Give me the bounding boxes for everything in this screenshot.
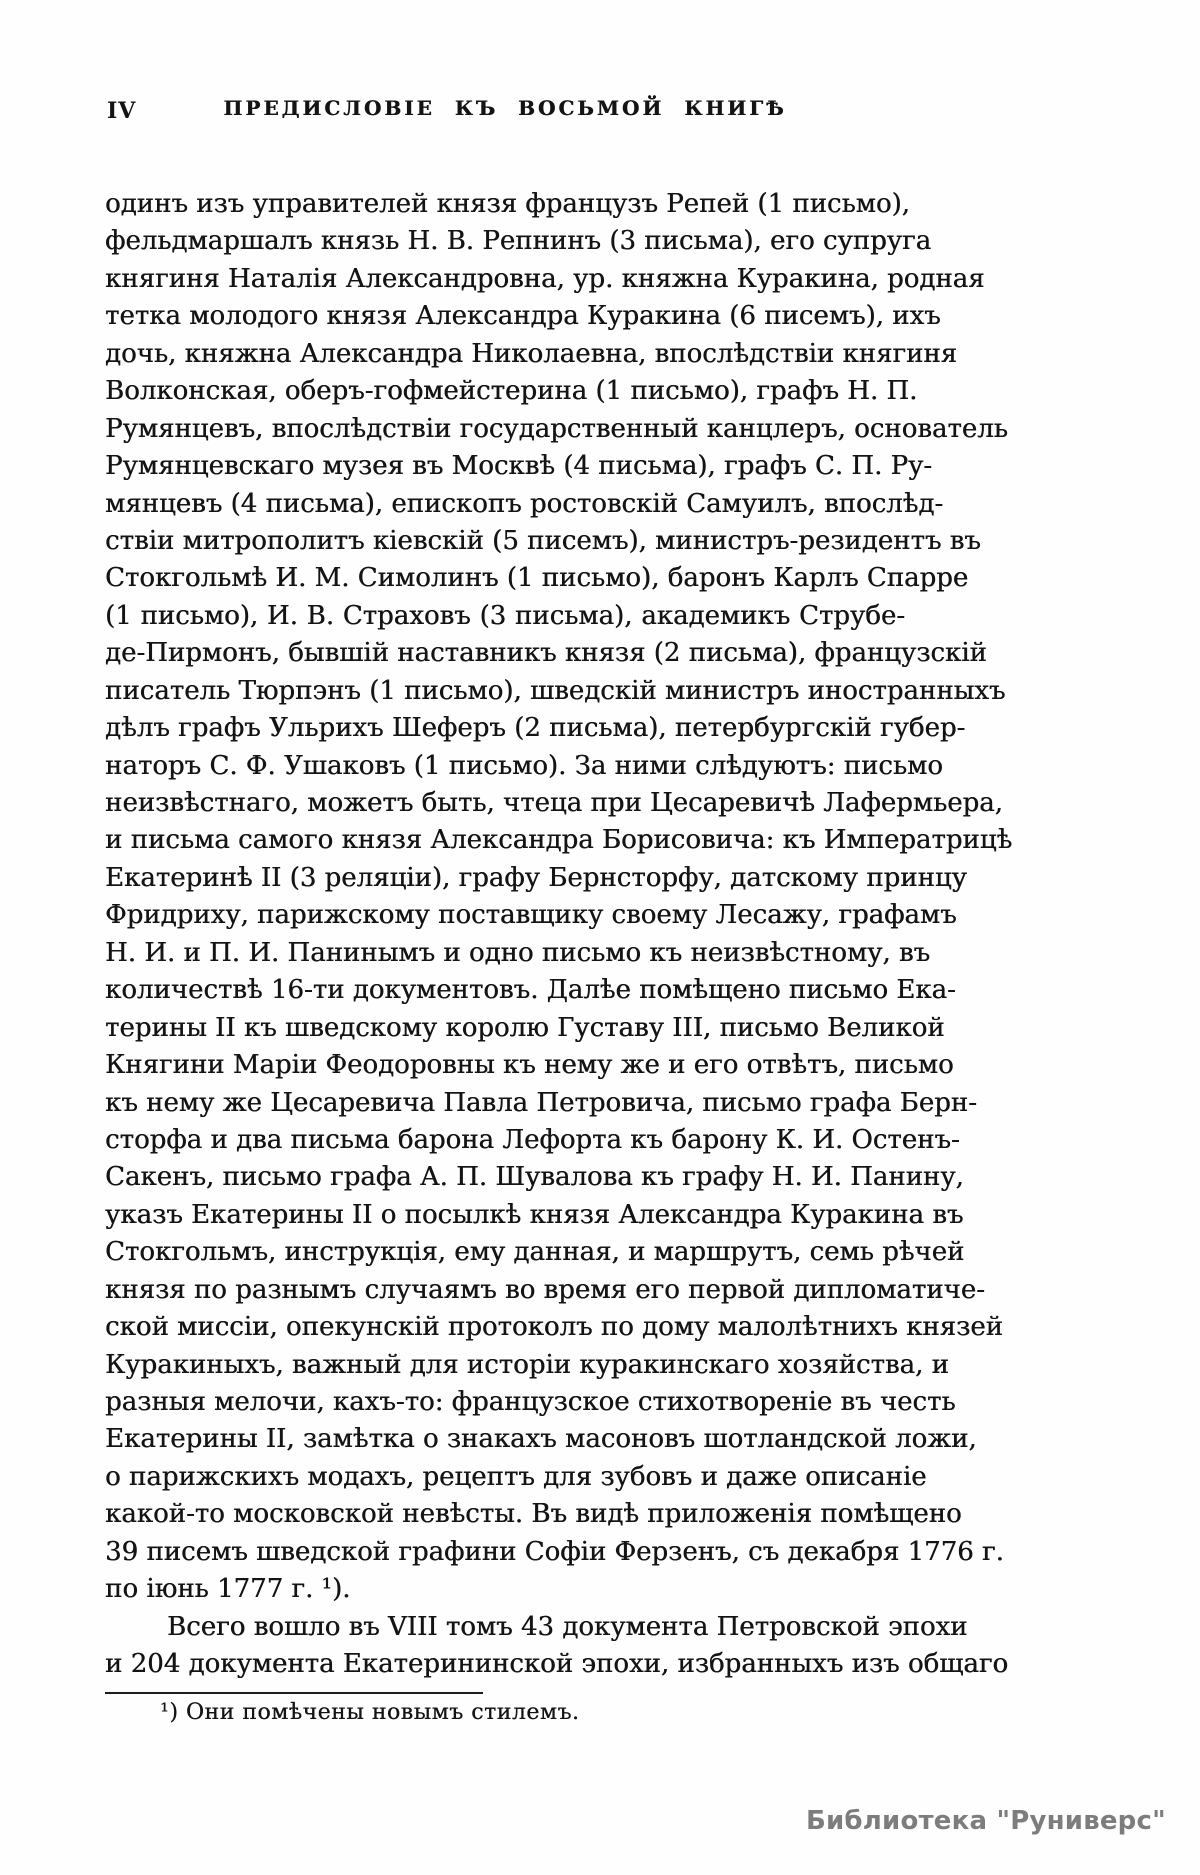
text-line: наторъ С. Ф. Ушаковъ (1 письмо). За ними слѣдуютъ: письмо (105, 750, 943, 781)
footnote-text: ¹) Они помѣчены новымъ стилемъ. (160, 1700, 580, 1725)
text-line: дочь, княжна Александра Николаевна, впослѣдствіи княгиня (105, 338, 958, 369)
footnote-divider (105, 1692, 483, 1694)
text-line: сторфа и два письма барона Лефорта къ барону К. И. Остенъ- (105, 1124, 960, 1155)
text-line: мянцевъ (4 письма), епископъ ростовскій Самуилъ, впослѣд- (105, 488, 944, 519)
text-line: о парижскихъ модахъ, рецептъ для зубовъ и даже описаніе (105, 1461, 927, 1492)
text-line: одинъ изъ управителей князя французъ Репей (1 письмо), (105, 189, 910, 219)
text-line: терины II къ шведскому королю Густаву III, письмо Великой (105, 1012, 945, 1043)
text-line: къ нему же Цесаревича Павла Петровича, письмо графа Берн- (105, 1087, 977, 1118)
text-line: княгиня Наталія Александровна, ур. княжна Куракина, родная (105, 263, 985, 294)
text-line: Румянцевскаго музея въ Москвѣ (4 письма), графъ С. П. Ру- (105, 451, 933, 482)
text-line: Н. И. и П. И. Панинымъ и одно письмо къ неизвѣстному, въ (105, 937, 931, 968)
text-line: количествѣ 16-ти документовъ. Далѣе помѣщено письмо Ека- (105, 975, 956, 1006)
text-line: Стокгольмѣ И. М. Симолинъ (1 письмо), баронъ Карлъ Спарре (105, 563, 969, 594)
chapter-title: ПРЕДИСЛОВІЕ КЪ ВОСЬМОЙ КНИГѢ (223, 96, 787, 120)
text-line: ской миссіи, опекунскій протоколъ по дому малолѣтнихъ князей (105, 1312, 1003, 1343)
text-line: де-Пирмонъ, бывшій наставникъ князя (2 письма), французскій (105, 638, 987, 669)
text-line: по іюнь 1777 г. ¹). (105, 1574, 351, 1605)
text-line: (1 письмо), И. В. Страховъ (3 письма), академикъ Струбе- (105, 600, 905, 631)
text-line: Княгини Маріи Феодоровны къ нему же и его отвѣтъ, письмо (105, 1050, 954, 1081)
text-line: писатель Тюрпэнъ (1 письмо), шведскій министръ иностранныхъ (105, 675, 1006, 706)
text-line: Екатерины II, замѣтка о знакахъ масоновъ шотландской ложи, (105, 1424, 977, 1455)
text-line: указъ Екатерины II о посылкѣ князя Александра Куракина въ (105, 1199, 964, 1230)
paragraph-second (105, 1609, 1009, 1684)
page-number: IV (107, 98, 137, 124)
paragraph-continuation (105, 186, 1013, 1609)
text-line: Всего вошло въ VIII томъ 43 документа Петровской эпохи (167, 1611, 968, 1642)
text-line: Екатеринѣ II (3 реляціи), графу Бернсторфу, датскому принцу (105, 862, 967, 893)
text-line: Румянцевъ, впослѣдствіи государственный канцлеръ, основатель (105, 413, 1008, 444)
text-line: Фридриху, парижскому поставщику своему Лесажу, графамъ (105, 900, 957, 931)
body-text (105, 186, 1013, 1684)
text-line: Волконская, оберъ-гофмейстерина (1 письмо), графъ Н. П. (105, 376, 918, 407)
text-line: дѣлъ графъ Ульрихъ Шеферъ (2 письма), петербургскій губер- (105, 713, 966, 744)
text-line: Стокгольмъ, инструкція, ему данная, и маршрутъ, семь рѣчей (105, 1237, 965, 1268)
library-watermark: Библиотека "Руниверс" (806, 1806, 1166, 1836)
text-line: князя по разнымъ случаямъ во время его первой дипломатиче- (105, 1274, 985, 1305)
text-line: Сакенъ, письмо графа А. П. Шувалова къ графу Н. И. Панину, (105, 1162, 964, 1193)
page-header (105, 96, 905, 128)
text-line: и 204 документа Екатерининской эпохи, избранныхъ изъ общаго (105, 1649, 1009, 1680)
text-line: тетка молодого князя Александра Куракина (6 писемъ), ихъ (105, 301, 941, 332)
text-line: и письма самого князя Александра Борисовича: къ Императрицѣ (105, 825, 1013, 856)
text-line: какой-то московской невѣсты. Въ видѣ приложенія помѣщено (105, 1499, 962, 1530)
text-line: разныя мелочи, кахъ-то: французское стихотвореніе въ честь (105, 1387, 956, 1417)
text-line: фельдмаршалъ князь Н. В. Репнинъ (3 письма), его супруга (105, 226, 932, 257)
text-line: 39 писемъ шведской графини Софіи Ферзенъ, съ декабря 1776 г. (105, 1536, 1004, 1567)
text-line: ствіи митрополитъ кіевскій (5 писемъ), министръ-резидентъ въ (105, 525, 981, 556)
text-line: неизвѣстнаго, можетъ быть, чтеца при Цесаревичѣ Лафермьера, (105, 788, 1003, 818)
text-line: Куракиныхъ, важный для исторіи куракинскаго хозяйства, и (105, 1349, 949, 1380)
